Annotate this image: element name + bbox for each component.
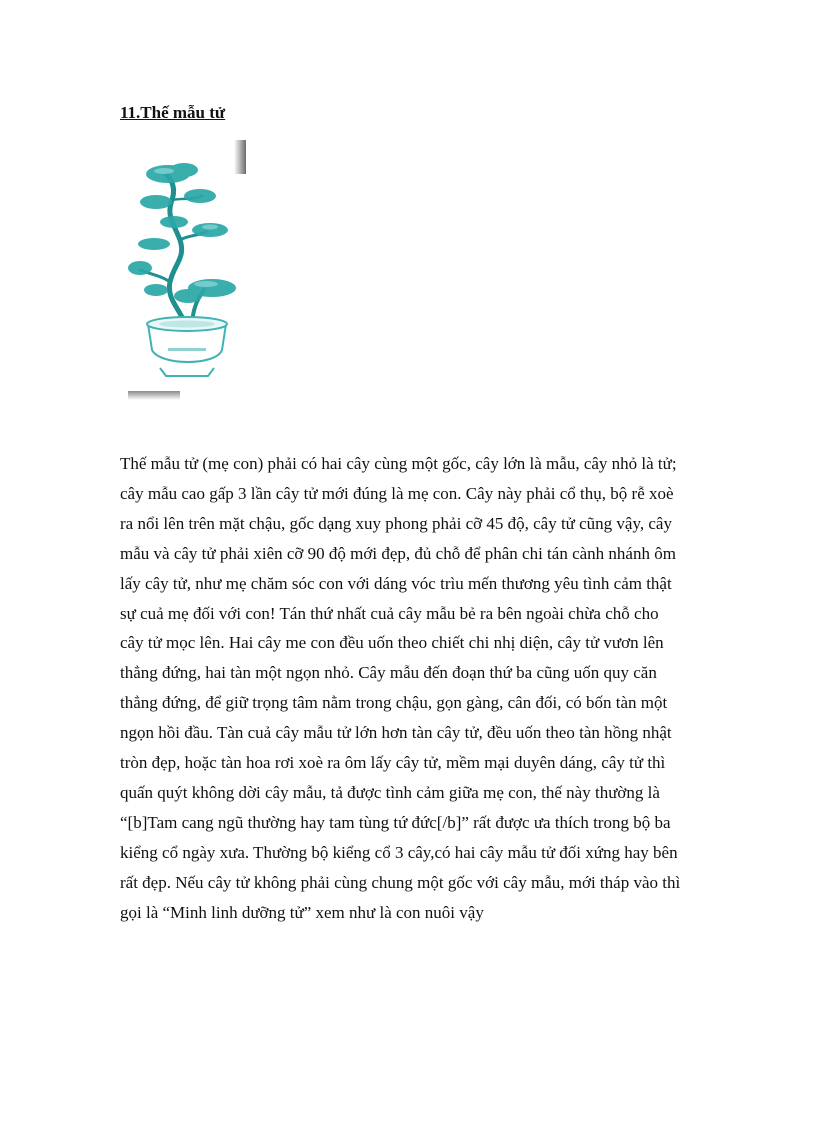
paragraph-line: tròn đẹp, hoặc tàn hoa rơi xoè ra ôm lấy cây tử, mềm mại duyên dáng, cây tử thì bbox=[120, 753, 666, 773]
paragraph-line: quấn quýt không dời cây mẫu, tả được tình cảm giữa mẹ con, thế này thường là bbox=[120, 782, 660, 802]
paragraph-line: cây mẫu cao gấp 3 lần cây tử mới đúng là mẹ con. Cây này phải cổ thụ, bộ rễ xoè bbox=[120, 483, 674, 503]
section-heading: 11.Thế mẫu tử bbox=[120, 103, 226, 122]
bonsai-illustration bbox=[126, 140, 248, 402]
bonsai-figure bbox=[126, 140, 248, 402]
paragraph-line: kiểng cổ ngày xưa. Thường bộ kiểng cổ 3 cây,có hai cây mẫu tử đối xứng hay bên bbox=[120, 842, 678, 862]
paragraph-line: rất đẹp. Nếu cây tử không phải cùng chung một gốc với cây mẫu, mới tháp vào thì bbox=[120, 872, 681, 892]
paragraph-line: “[b]Tam cang ngũ thường hay tam tùng tứ đức[/b]” rất được ưa thích trong bộ ba bbox=[120, 812, 671, 832]
paragraph-line: lấy cây tử, như mẹ chăm sóc con với dáng vóc trìu mến thương yêu tình cảm thật bbox=[120, 573, 672, 593]
paragraph-line: thẳng đứng, hai tàn một ngọn nhỏ. Cây mẫu đến đoạn thứ ba cũng uốn quy căn bbox=[120, 663, 657, 683]
paragraph-line: ra nổi lên trên mặt chậu, gốc dạng xuy phong phải cỡ 45 độ, cây tử cũng vậy, cây bbox=[120, 513, 672, 533]
watermark-mark bbox=[168, 348, 206, 351]
paragraph-line: ngọn hồi đầu. Tàn cuả cây mẫu tử lớn hơn tàn cây tử, đều uốn theo tàn hồng nhật bbox=[120, 723, 672, 743]
body-paragraph bbox=[120, 449, 700, 928]
paragraph-line: mẫu và cây tử phải xiên cỡ 90 độ mới đẹp, đủ chỗ để phân chi tán cành nhánh ôm bbox=[120, 543, 676, 563]
paragraph-line: gọi là “Minh linh dưỡng tử” xem như là con nuôi vậy bbox=[120, 902, 484, 922]
paragraph-line: Thế mẫu tử (mẹ con) phải có hai cây cùng một gốc, cây lớn là mẫu, cây nhỏ là tử; bbox=[120, 454, 677, 473]
paragraph-line: sự cuả mẹ đối với con! Tán thứ nhất cuả cây mẫu bẻ ra bên ngoài chừa chỗ cho bbox=[120, 603, 659, 623]
paragraph-line: thẳng đứng, để giữ trọng tâm nằm trong chậu, gọn gàng, cân đối, có bốn tàn một bbox=[120, 693, 668, 713]
paragraph-line: cây tử mọc lên. Hai cây me con đều uốn theo chiết chi nhị diện, cây tử vươn lên bbox=[120, 633, 664, 653]
